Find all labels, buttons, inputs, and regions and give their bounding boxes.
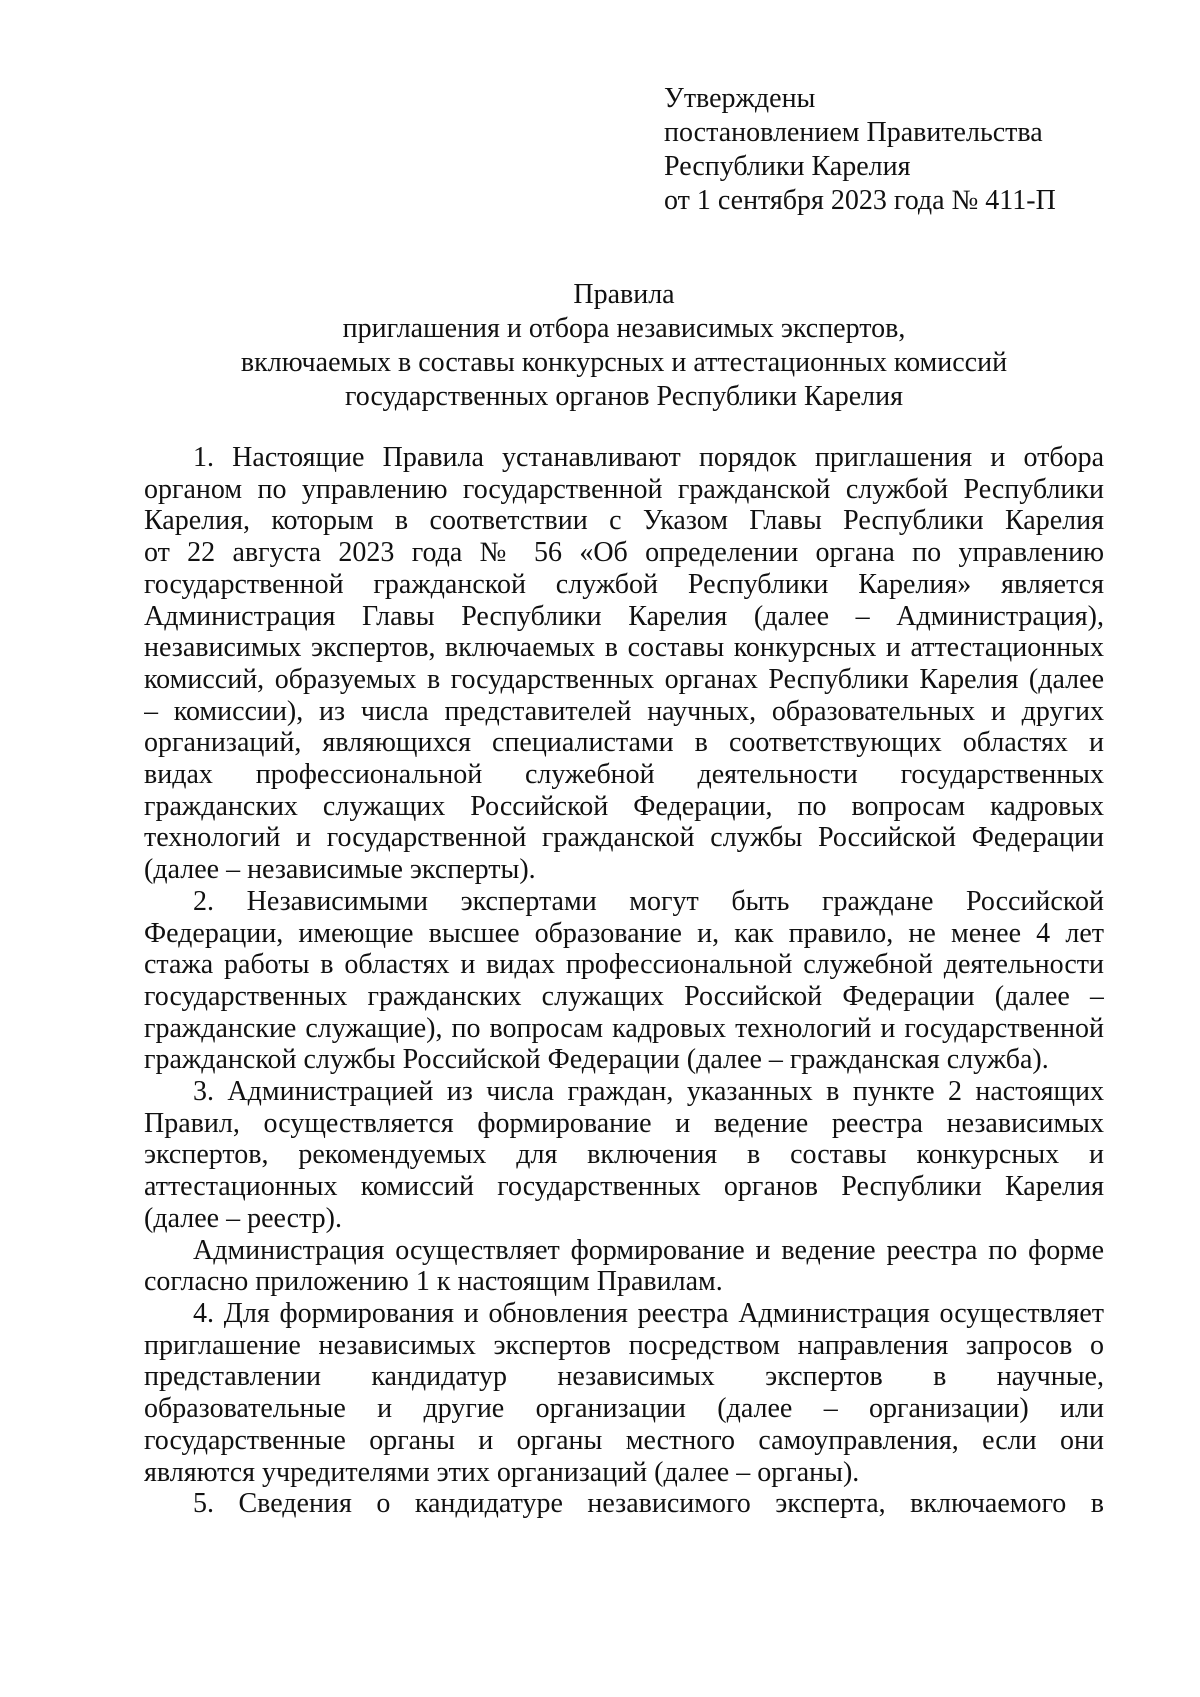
body-line: гражданских служащих Российской Федерации, по вопросам кадровых — [144, 790, 1104, 822]
approval-line: постановлением Правительства — [664, 117, 1043, 148]
body-line: от 22 августа 2023 года № 56 «Об определении органа по управлению — [144, 537, 1104, 569]
body-line: – комиссии), из числа представителей научных, образовательных и других — [144, 695, 1104, 727]
body-line: технологий и государственной гражданской службы Российской Федерации — [144, 822, 1104, 854]
title-line: государственных органов Республики Карелия — [345, 381, 903, 412]
approval-line: от 1 сентября 2023 года № 411-П — [664, 185, 1056, 216]
body-line: приглашение независимых экспертов посредством направления запросов о — [144, 1329, 1104, 1361]
body-line: гражданские служащие), по вопросам кадровых технологий и государственной — [144, 1012, 1104, 1044]
body-line: Администрация осуществляет формирование и ведение реестра по форме — [193, 1234, 1104, 1266]
document-title — [144, 278, 1104, 414]
body-line: Карелия, которым в соответствии с Указом Главы Республики Карелия — [144, 505, 1104, 537]
approval-line: Утверждены — [664, 83, 816, 114]
approval-stamp — [664, 82, 1164, 218]
body-line: органом по управлению государственной гражданской службой Республики — [144, 473, 1104, 505]
body-line: организаций, являющихся специалистами в соответствующих областях и — [144, 727, 1104, 759]
body-line: независимых экспертов, включаемых в составы конкурсных и аттестационных — [144, 632, 1104, 664]
title-line: включаемых в составы конкурсных и аттестационных комиссий — [240, 347, 1008, 378]
body-line: стажа работы в областях и видах профессиональной служебной деятельности — [144, 949, 1104, 981]
body-line: 5. Сведения о кандидатуре независимого эксперта, включаемого в — [193, 1488, 1104, 1520]
body-line: представлении кандидатур независимых экспертов в научные, — [144, 1361, 1104, 1393]
body-line: (далее – реестр). — [144, 1202, 342, 1234]
body-line: (далее – независимые эксперты). — [144, 854, 536, 886]
title-line: Правила — [573, 279, 675, 310]
body-line: являются учредителями этих организаций (далее – органы). — [144, 1456, 860, 1488]
body-line: 4. Для формирования и обновления реестра Администрация осуществляет — [193, 1297, 1104, 1329]
body-line: комиссий, образуемых в государственных органах Республики Карелия (далее — [144, 663, 1104, 695]
body-line: государственной гражданской службой Республики Карелия» является — [144, 568, 1104, 600]
body-line: Федерации, имеющие высшее образование и, как правило, не менее 4 лет — [144, 917, 1104, 949]
body-line: экспертов, рекомендуемых для включения в составы конкурсных и — [144, 1139, 1104, 1171]
body-line: видах профессиональной служебной деятельности государственных — [144, 759, 1104, 791]
body-line: 2. Независимыми экспертами могут быть граждане Российской — [193, 885, 1104, 917]
body-line: 1. Настоящие Правила устанавливают порядок приглашения и отбора — [193, 442, 1104, 473]
body-line: Правил, осуществляется формирование и ведение реестра независимых — [144, 1107, 1104, 1139]
approval-line: Республики Карелия — [664, 151, 911, 182]
body-line: согласно приложению 1 к настоящим Правилам. — [144, 1266, 723, 1298]
body-line: образовательные и другие организации (далее – организации) или — [144, 1393, 1104, 1425]
body-line: Администрация Главы Республики Карелия (далее – Администрация), — [144, 600, 1104, 632]
body-line: аттестационных комиссий государственных органов Республики Карелия — [144, 1171, 1104, 1203]
title-line: приглашения и отбора независимых экспертов, — [342, 313, 906, 344]
body-line: гражданской службы Российской Федерации (далее – гражданская служба). — [144, 1044, 1049, 1076]
body-line: государственных гражданских служащих Российской Федерации (далее – — [144, 980, 1104, 1012]
body-line: 3. Администрацией из числа граждан, указанных в пункте 2 настоящих — [193, 1076, 1104, 1108]
document-body — [144, 442, 1104, 1520]
body-line: государственные органы и органы местного самоуправления, если они — [144, 1424, 1104, 1456]
